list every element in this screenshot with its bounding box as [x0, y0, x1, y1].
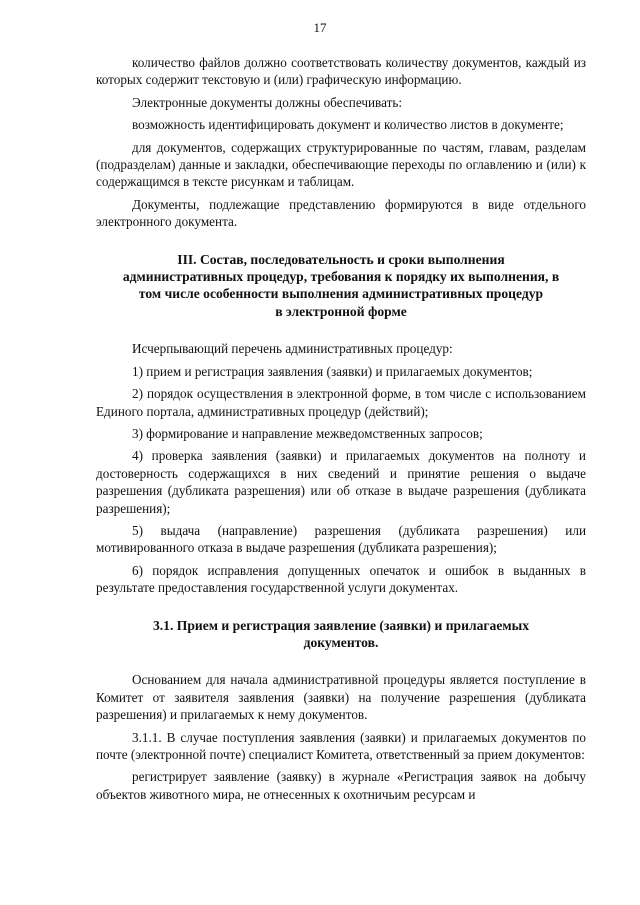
paragraph-identify: возможность идентифицировать документ и количество листов в документе;	[132, 117, 564, 133]
heading-line: административных процедур, требования к порядку их выполнения, в	[122, 269, 560, 285]
page-number: 17	[313, 20, 327, 35]
heading-line: в электронной форме	[275, 303, 407, 319]
procedure-item: 5) выдача (направление) разрешения (дубликата разрешения) или мотивированного отказа в выдаче разрешения (дубликата разрешения);	[96, 522, 586, 556]
paragraph-files-count: количество файлов должно соответствовать количеству документов, каждый из которых содержит текстовую и (или) графическую информацию.	[96, 55, 586, 88]
procedure-item: 1) прием и регистрация заявления (заявки) и прилагаемых документов;	[132, 363, 533, 379]
heading-line: III. Состав, последовательность и сроки выполнения	[177, 251, 505, 267]
procedures-intro: Исчерпывающий перечень административных процедур:	[132, 341, 453, 357]
paragraph-3-1-1: 3.1.1. В случае поступления заявления (заявки) и прилагаемых документов по почте (электронной почте) специалист Комитета, ответственный за прием документов:	[96, 729, 586, 762]
paragraph-electronic-docs: Электронные документы должны обеспечивать:	[132, 94, 403, 110]
heading-line: том числе особенности выполнения административных процедур	[138, 286, 544, 302]
heading-line: 3.1. Прием и регистрация заявление (заявки) и прилагаемых	[152, 617, 530, 633]
procedure-item: 6) порядок исправления допущенных опечаток и ошибок в выданных в результате предоставления государственной услуги документах.	[96, 562, 586, 596]
section-3-heading	[96, 251, 586, 321]
procedure-item: 2) порядок осуществления в электронной форме, в том числе с использованием Единого портала, административных процедур (действий);	[96, 386, 586, 419]
section-3-1-heading	[96, 617, 586, 652]
procedure-item: 4) проверка заявления (заявки) и прилагаемых документов на полноту и достоверность содержащихся в них сведений и принятие решения о выдаче разрешения (дубликата разрешения) или об отказе в выдаче разрешения (дубликата разрешения);	[96, 448, 586, 516]
document-body	[96, 54, 586, 803]
paragraph-basis: Основанием для начала административной процедуры является поступление в Комитет от заявителя заявления (заявки) на получение разрешения (дубликата разрешения) и прилагаемых к нему документов.	[96, 672, 586, 723]
paragraph-registers: регистрирует заявление (заявку) в журнале «Регистрация заявок на добычу объектов животного мира, не отнесенных к охотничьим ресурсам и	[96, 769, 586, 802]
procedure-item: 3) формирование и направление межведомственных запросов;	[132, 425, 483, 441]
paragraph-structured: для документов, содержащих структурированные по частям, главам, разделам (подразделам) данные и закладки, обеспечивающие переходы по оглавлению и (или) к содержащимся в тексте рисункам и таблицам.	[96, 139, 586, 190]
paragraph-separate-doc: Документы, подлежащие представлению формируются в виде отдельного электронного документа.	[96, 196, 586, 230]
heading-line: документов.	[303, 634, 379, 650]
